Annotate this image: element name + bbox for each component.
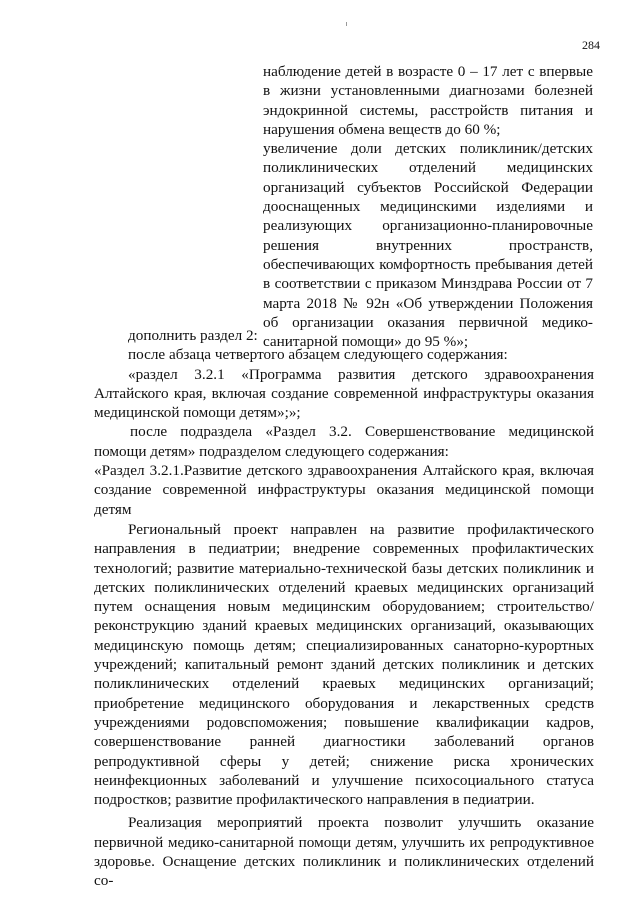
indented-paragraph: наблюдение детей в возрасте 0 – 17 лет с впервые в жизни установленными диагнозами болезней эндокринной системы, расстройств питания и нарушения обмена веществ до 60 %; xyxy=(263,63,593,138)
section-title: «Раздел 3.2.1.Развитие детского здравоохранения Алтайского края, включая создание современной инфраструктуры оказания медицинской помощи детям xyxy=(94,462,594,518)
amendment-line: после абзаца четвертого абзацем следующего содержания: xyxy=(128,346,508,364)
body-paragraph: Реализация мероприятий проекта позволит улучшить оказание первичной медико-санитарной помощи детям, улучшить их репродуктивное здоровье. Оснащение детских поликлиник и поликлинических отделений со- xyxy=(94,814,594,890)
indented-paragraph: увеличение доли детских поликлиник/детских поликлинических отделений медицинских организаций субъектов Российской Федерации дооснащенных медицинскими изделиями и реализующих организационно-планировочные решения внутренних пространств, обеспечивающих комфортность пребывания детей в соответствии с приказом Минздрава России от 7 марта 2018 № 92н «Об утверждении Положения об организации оказания первичной медико-санитарной помощи» до 95 %»; xyxy=(263,140,593,351)
page-number: 284 xyxy=(582,38,600,52)
scan-mark xyxy=(346,22,347,26)
indented-list-block xyxy=(263,62,593,351)
amendment-line: дополнить раздел 2: xyxy=(128,327,258,344)
amendment-line: «раздел 3.2.1 «Программа развития детского здравоохранения Алтайского края, включая создание современной инфраструктуры оказания медицинской помощи детям»;»; xyxy=(94,365,594,422)
body-paragraph: Региональный проект направлен на развитие профилактического направления в педиатрии; внедрение современных профилактических технологий; развитие материально-технической базы детских поликлиник и детских поликлинических отделений краевых медицинских организаций путем оснащения новым медицинским оборудованием; строительство/реконструкцию зданий краевых медицинских организаций, оказывающих медицинскую помощь детям; специализированных санаторно-курортных учреждений; капитальный ремонт зданий детских поликлиник и детских поликлинических отделений краевых медицинских организаций; приобретение медицинского оборудования и лекарственных средств учреждениями родовспоможения; повышение квалификации кадров, совершенствование ранней диагностики заболеваний органов репродуктивной сферы у детей; снижение риска хронических неинфекционных заболеваний и улучшение психосоциального статуса подростков; развитие профилактического направления в педиатрии. xyxy=(94,521,594,809)
amendment-line: после подраздела «Раздел 3.2. Совершенствование медицинской помощи детям» подразделом следующего содержания: xyxy=(94,423,594,460)
section-body xyxy=(94,520,594,891)
amendment-block xyxy=(94,326,594,519)
